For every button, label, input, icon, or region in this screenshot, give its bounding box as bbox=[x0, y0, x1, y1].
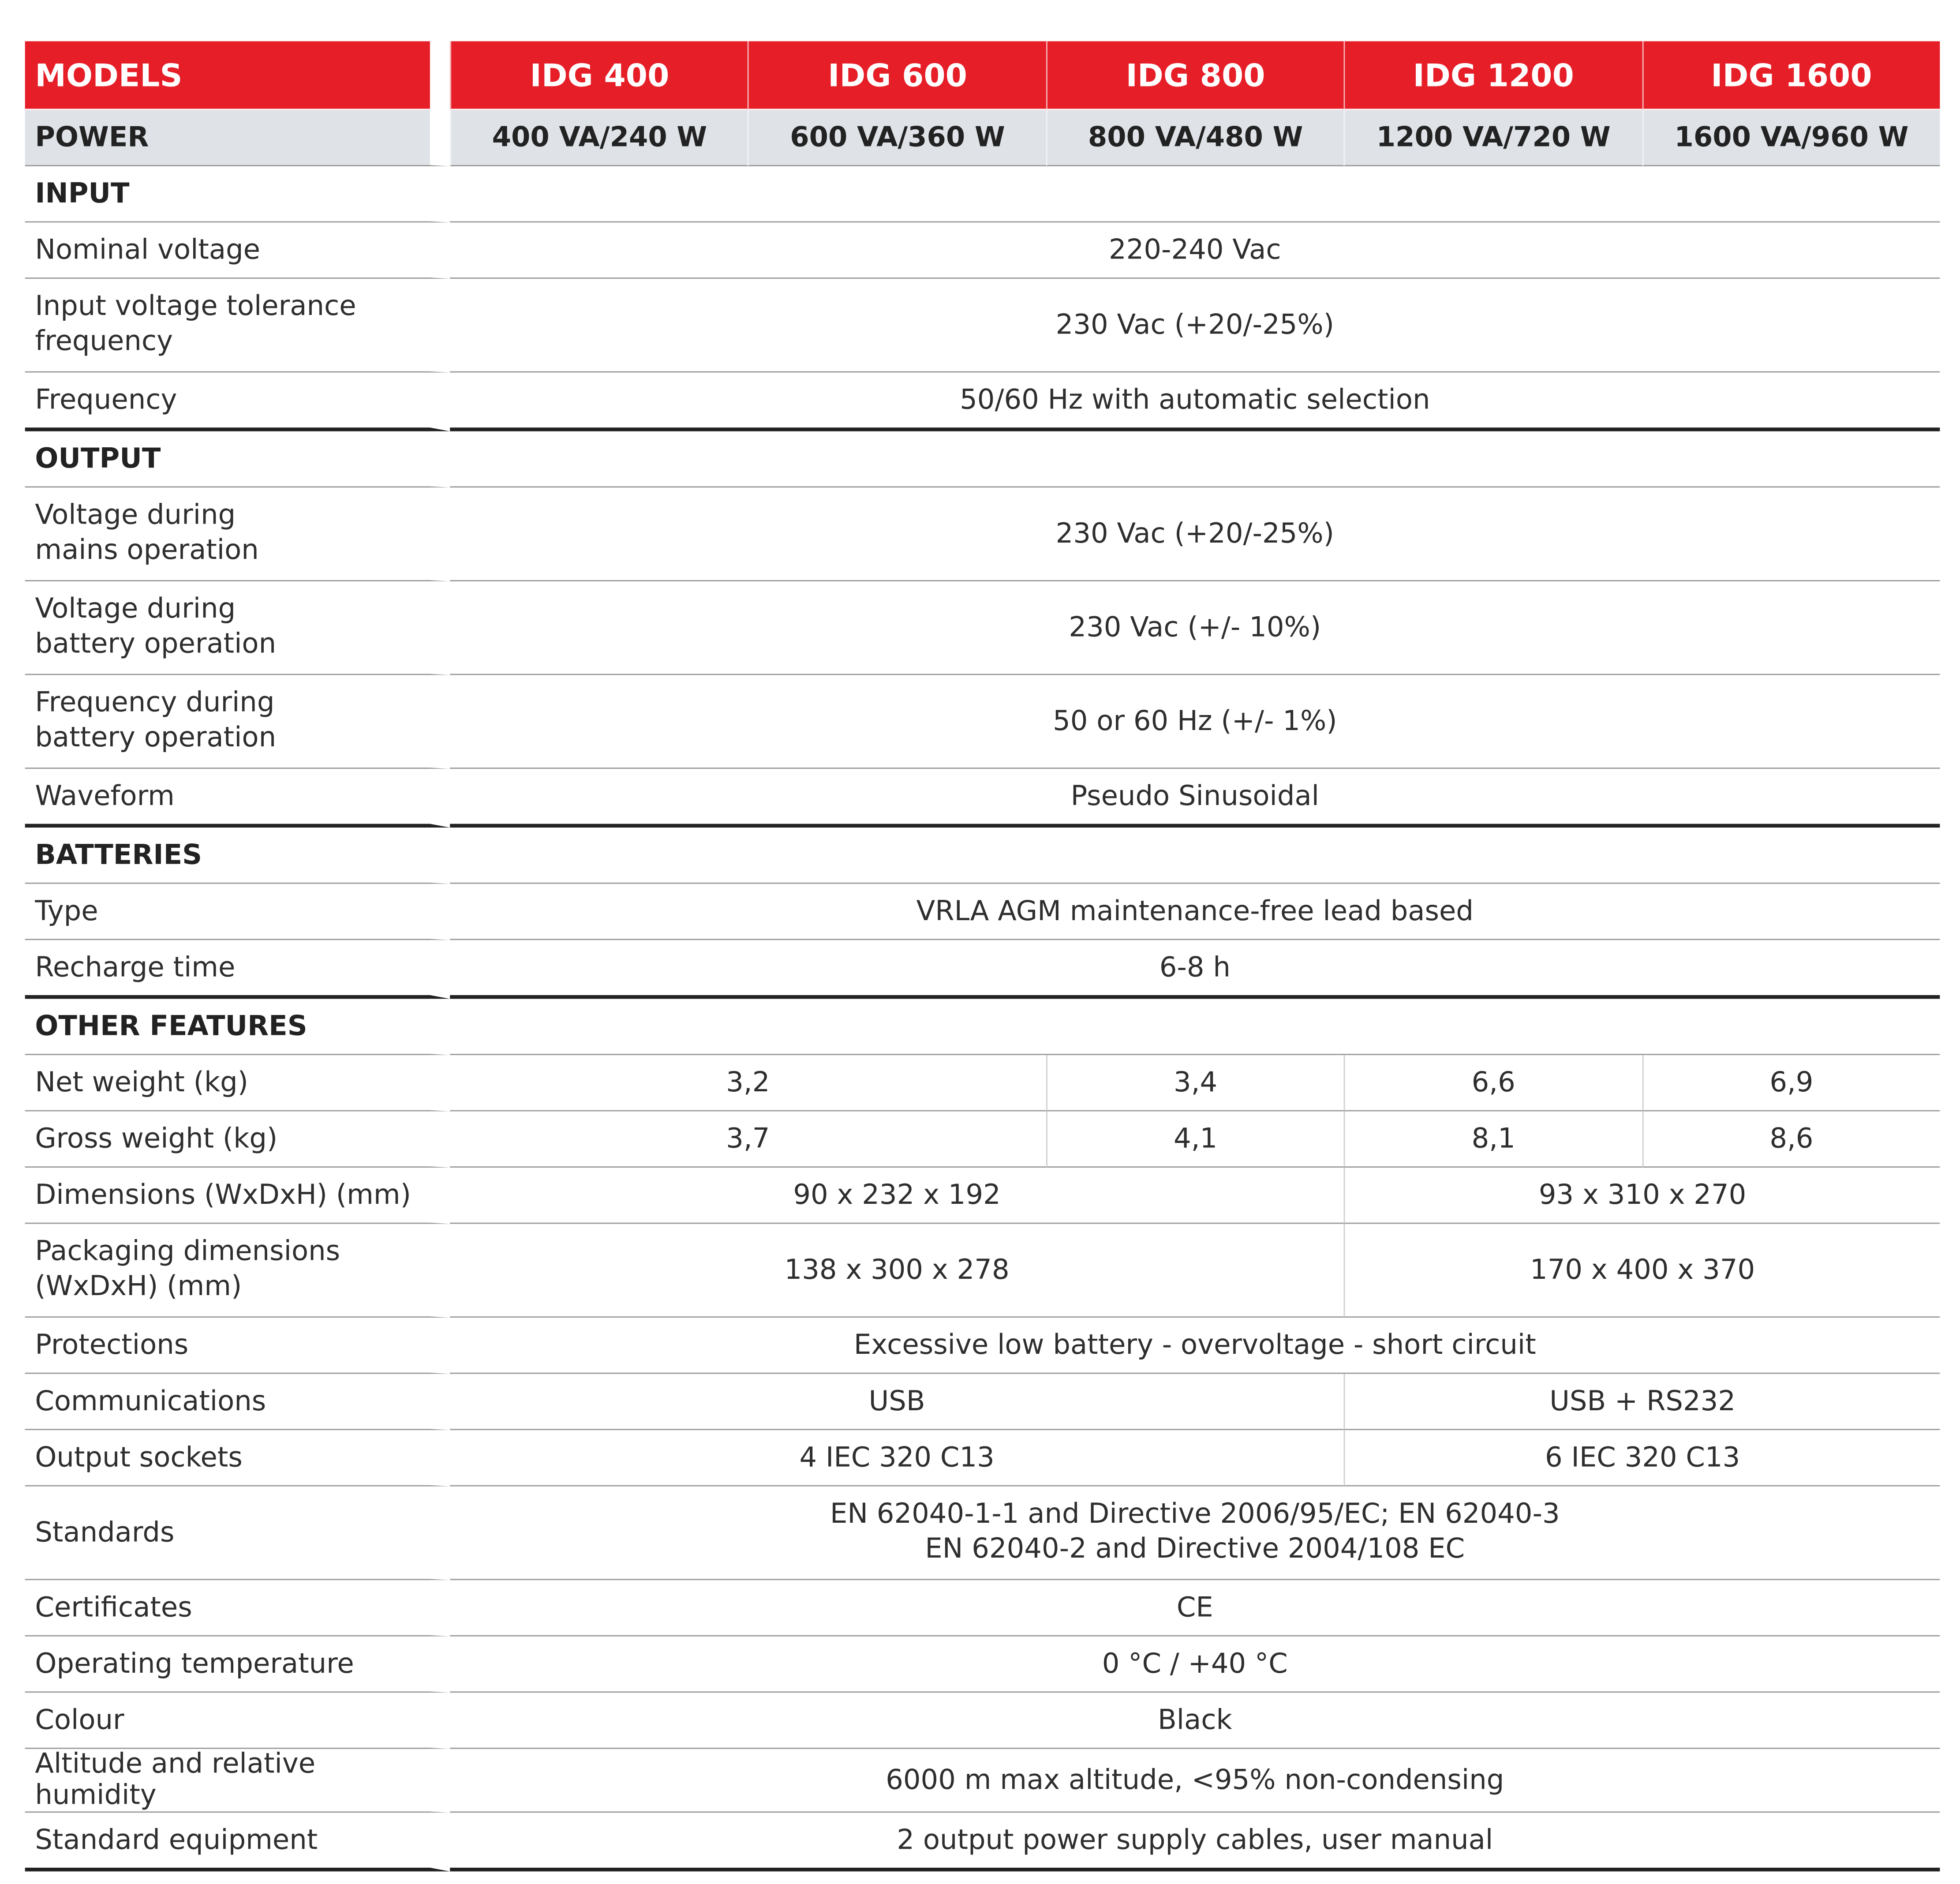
row-recharge-time bbox=[25, 940, 1940, 999]
row-value: 6,9 bbox=[1642, 1055, 1940, 1112]
row-nominal-voltage bbox=[25, 222, 1940, 279]
row-value: 4,1 bbox=[1046, 1111, 1344, 1168]
row-label: Gross weight (kg) bbox=[25, 1111, 450, 1168]
row-value: 3,7 bbox=[450, 1111, 1046, 1168]
row-value: EN 62040-1-1 and Directive 2006/95/EC; EN 62040-3 EN 62040-2 and Directive 2004/108 EC bbox=[450, 1487, 1940, 1581]
row-label: Colour bbox=[25, 1693, 450, 1749]
model-idg-1200: IDG 1200 bbox=[1344, 41, 1642, 110]
row-value: 220-240 Vac bbox=[450, 222, 1940, 279]
row-value: 6-8 h bbox=[450, 940, 1940, 999]
row-label: Waveform bbox=[25, 769, 450, 828]
row-label: Altitude and relative humidity bbox=[25, 1749, 450, 1813]
row-value: USB + RS232 bbox=[1344, 1374, 1940, 1431]
row-colour bbox=[25, 1693, 1940, 1749]
row-net-weight bbox=[25, 1055, 1940, 1112]
row-value: 8,1 bbox=[1344, 1111, 1642, 1168]
section-title: OTHER FEATURES bbox=[25, 999, 450, 1055]
row-value: 90 x 232 x 192 bbox=[450, 1168, 1344, 1224]
power-row bbox=[25, 110, 1940, 166]
model-idg-800: IDG 800 bbox=[1046, 41, 1344, 110]
models-label: MODELS bbox=[25, 41, 450, 110]
power-label: POWER bbox=[25, 110, 450, 166]
row-value: 4 IEC 320 C13 bbox=[450, 1430, 1344, 1487]
row-value: VRLA AGM maintenance-free lead based bbox=[450, 884, 1940, 940]
power-idg-400: 400 VA/240 W bbox=[450, 110, 748, 166]
row-label: Recharge time bbox=[25, 940, 450, 999]
row-label: Net weight (kg) bbox=[25, 1055, 450, 1112]
row-value: 3,4 bbox=[1046, 1055, 1344, 1112]
models-row bbox=[25, 41, 1940, 110]
model-idg-400: IDG 400 bbox=[450, 41, 748, 110]
row-certificates bbox=[25, 1580, 1940, 1637]
row-label: Standards bbox=[25, 1487, 450, 1581]
model-idg-1600: IDG 1600 bbox=[1642, 41, 1940, 110]
section-title: BATTERIES bbox=[25, 828, 450, 884]
row-label: Dimensions (WxDxH) (mm) bbox=[25, 1168, 450, 1224]
row-value: CE bbox=[450, 1580, 1940, 1637]
row-value: 6 IEC 320 C13 bbox=[1344, 1430, 1940, 1487]
row-value: 6,6 bbox=[1344, 1055, 1642, 1112]
row-value: 230 Vac (+20/-25%) bbox=[450, 279, 1940, 373]
row-value: 3,2 bbox=[450, 1055, 1046, 1112]
power-idg-800: 800 VA/480 W bbox=[1046, 110, 1344, 166]
row-standards bbox=[25, 1487, 1940, 1581]
row-packaging-dimensions bbox=[25, 1224, 1940, 1318]
row-value: 170 x 400 x 370 bbox=[1344, 1224, 1940, 1318]
row-label: Operating temperature bbox=[25, 1637, 450, 1693]
row-label: Type bbox=[25, 884, 450, 940]
row-battery-voltage bbox=[25, 581, 1940, 675]
row-operating-temperature bbox=[25, 1637, 1940, 1693]
row-value: Pseudo Sinusoidal bbox=[450, 769, 1940, 828]
row-frequency bbox=[25, 373, 1940, 431]
row-value: 50/60 Hz with automatic selection bbox=[450, 373, 1940, 431]
row-gross-weight bbox=[25, 1111, 1940, 1168]
row-value: 230 Vac (+20/-25%) bbox=[450, 487, 1940, 581]
row-label: Frequency bbox=[25, 373, 450, 431]
row-label: Protections bbox=[25, 1318, 450, 1374]
row-label: Communications bbox=[25, 1374, 450, 1431]
row-altitude-humidity bbox=[25, 1749, 1940, 1813]
row-battery-frequency bbox=[25, 675, 1940, 769]
row-value: 6000 m max altitude, <95% non-condensing bbox=[450, 1749, 1940, 1813]
power-idg-1200: 1200 VA/720 W bbox=[1344, 110, 1642, 166]
row-label: Input voltage tolerance frequency bbox=[25, 279, 450, 373]
row-protections bbox=[25, 1318, 1940, 1374]
row-label: Output sockets bbox=[25, 1430, 450, 1487]
row-value: Excessive low battery - overvoltage - short circuit bbox=[450, 1318, 1940, 1374]
row-waveform bbox=[25, 769, 1940, 828]
row-value: 8,6 bbox=[1642, 1111, 1940, 1168]
row-value: 0 °C / +40 °C bbox=[450, 1637, 1940, 1693]
row-label: Frequency during battery operation bbox=[25, 675, 450, 769]
section-output bbox=[25, 431, 1940, 488]
row-mains-voltage bbox=[25, 487, 1940, 581]
row-output-sockets bbox=[25, 1430, 1940, 1487]
section-other-features bbox=[25, 999, 1940, 1055]
row-standard-equipment bbox=[25, 1813, 1940, 1871]
section-input bbox=[25, 166, 1940, 223]
row-input-tolerance bbox=[25, 279, 1940, 373]
section-title: INPUT bbox=[25, 166, 450, 223]
row-value: 138 x 300 x 278 bbox=[450, 1224, 1344, 1318]
model-idg-600: IDG 600 bbox=[748, 41, 1046, 110]
power-idg-600: 600 VA/360 W bbox=[748, 110, 1046, 166]
row-label: Packaging dimensions (WxDxH) (mm) bbox=[25, 1224, 450, 1318]
power-idg-1600: 1600 VA/960 W bbox=[1642, 110, 1940, 166]
row-value: 50 or 60 Hz (+/- 1%) bbox=[450, 675, 1940, 769]
ups-specifications-table bbox=[25, 41, 1940, 1872]
row-label: Standard equipment bbox=[25, 1813, 450, 1871]
row-value: 2 output power supply cables, user manual bbox=[450, 1813, 1940, 1871]
row-value: 93 x 310 x 270 bbox=[1344, 1168, 1940, 1224]
row-label: Voltage during mains operation bbox=[25, 487, 450, 581]
row-label: Voltage during battery operation bbox=[25, 581, 450, 675]
section-batteries bbox=[25, 828, 1940, 884]
row-value: Black bbox=[450, 1693, 1940, 1749]
section-title: OUTPUT bbox=[25, 431, 450, 488]
row-value: USB bbox=[450, 1374, 1344, 1431]
row-value: 230 Vac (+/- 10%) bbox=[450, 581, 1940, 675]
row-label: Nominal voltage bbox=[25, 222, 450, 279]
row-communications bbox=[25, 1374, 1940, 1431]
row-dimensions bbox=[25, 1168, 1940, 1224]
row-label: Certificates bbox=[25, 1580, 450, 1637]
row-battery-type bbox=[25, 884, 1940, 940]
